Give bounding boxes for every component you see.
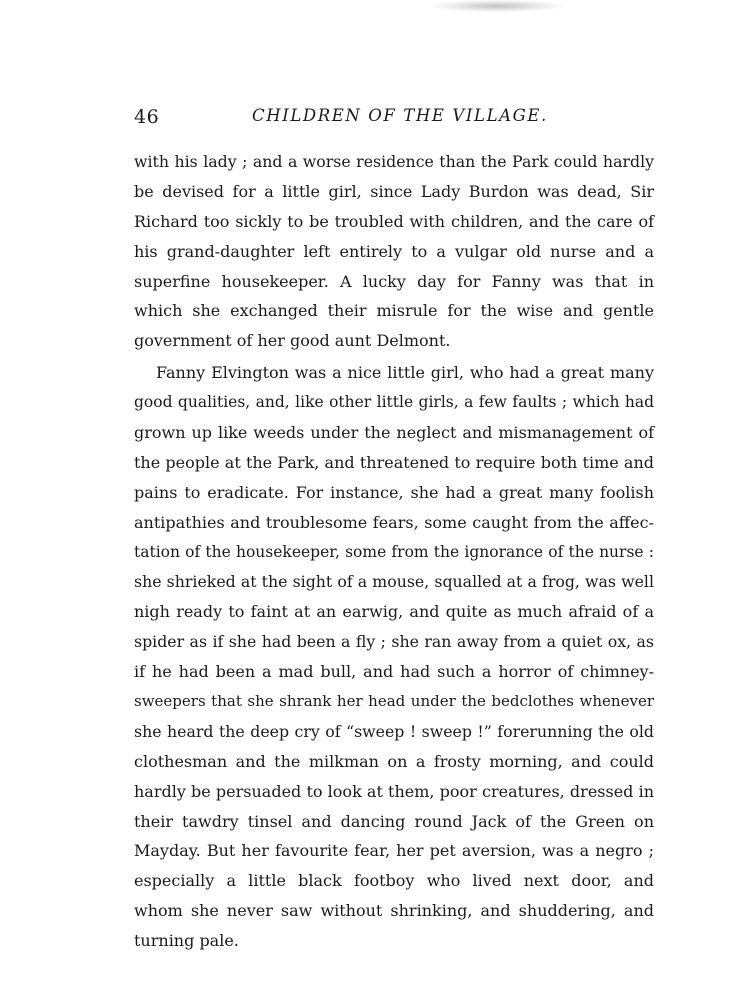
page-header <box>134 106 554 132</box>
text-line: she heard the deep cry of “sweep ! sweep !” forerunning the old <box>134 721 654 741</box>
text-line: be devised for a little girl, since Lady Burdon was dead, Sir <box>134 181 654 201</box>
text-line: his grand-daughter left entirely to a vulgar old nurse and a <box>134 241 654 261</box>
text-line: nigh ready to faint at an earwig, and quite as much afraid of a <box>134 602 654 622</box>
page-number: 46 <box>134 106 160 128</box>
text-line: sweepers that she shrank her head under the bedclothes whenever <box>134 692 654 711</box>
text-line: the people at the Park, and threatened to require both time and <box>134 452 654 472</box>
text-line: pains to eradicate. For instance, she had a great many foolish <box>134 482 654 502</box>
text-line: good qualities, and, like other little girls, a few faults ; which had <box>134 393 654 412</box>
text-line: especially a little black footboy who lived next door, and <box>134 871 654 891</box>
text-line: which she exchanged their misrule for the wise and gentle <box>134 301 654 321</box>
running-title: CHILDREN OF THE VILLAGE. <box>252 106 548 125</box>
text-line: turning pale. <box>134 931 239 951</box>
text-line: grown up like weeds under the neglect and mismanagement of <box>134 423 654 443</box>
text-line: Fanny Elvington was a nice little girl, who had a great many <box>156 363 654 383</box>
text-line: superfine housekeeper. A lucky day for Fanny was that in <box>134 271 654 291</box>
body-text <box>134 147 654 956</box>
text-line: tation of the housekeeper, some from the ignorance of the nurse : <box>134 542 654 561</box>
text-line: she shrieked at the sight of a mouse, squalled at a frog, was well <box>134 572 654 592</box>
text-line: Richard too sickly to be troubled with children, and the care of <box>134 211 654 231</box>
text-line: their tawdry tinsel and dancing round Jack of the Green on <box>134 811 654 831</box>
paragraph <box>134 147 654 356</box>
paragraph <box>134 358 654 956</box>
text-line: whom she never saw without shrinking, and shuddering, and <box>134 901 654 921</box>
text-line: Mayday. But her favourite fear, her pet aversion, was a negro ; <box>134 841 654 861</box>
text-line: government of her good aunt Delmont. <box>134 331 451 351</box>
text-line: if he had been a mad bull, and had such a horror of chimney- <box>134 662 654 682</box>
scan-smudge <box>432 0 562 12</box>
text-line: hardly be persuaded to look at them, poor creatures, dressed in <box>134 781 654 801</box>
text-line: with his lady ; and a worse residence than the Park could hardly <box>134 152 654 171</box>
text-line: antipathies and troublesome fears, some caught from the affec- <box>134 512 654 532</box>
text-line: clothesman and the milkman on a frosty morning, and could <box>134 751 654 771</box>
text-line: spider as if she had been a fly ; she ran away from a quiet ox, as <box>134 632 654 652</box>
